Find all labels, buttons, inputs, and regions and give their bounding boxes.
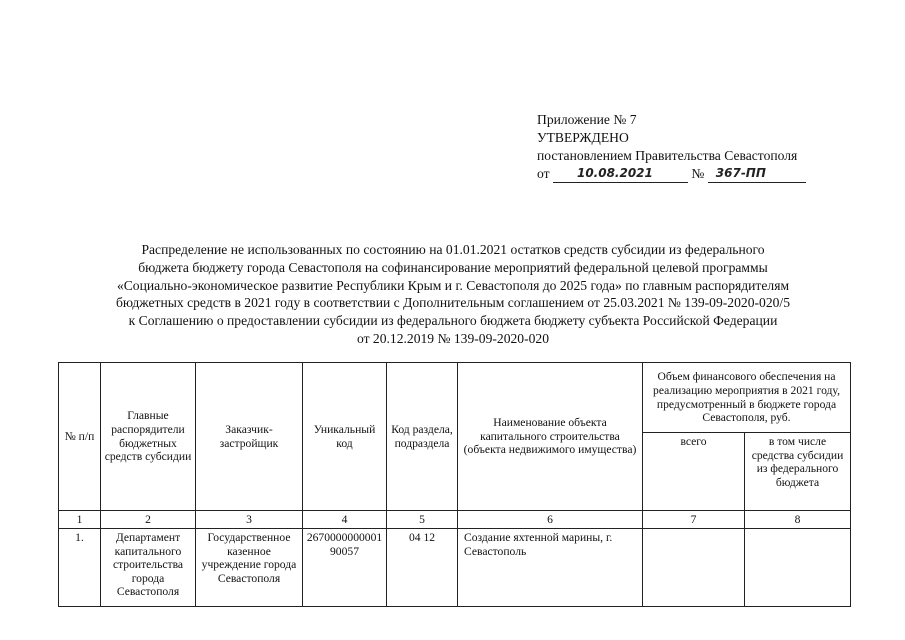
date-number-line xyxy=(537,165,857,183)
from-label: от xyxy=(537,166,550,181)
row-section-code: 04 12 xyxy=(387,529,458,607)
heading-line: Распределение не использованных по состоянию на 01.01.2021 остатков средств субсидии из федерального xyxy=(141,242,765,257)
heading-line: «Социально-экономическое развитие Республики Крым и г. Севастополя до 2025 года» по главным распорядителям xyxy=(116,277,790,293)
heading-line: от 20.12.2019 № 139-09-2020-020 xyxy=(356,330,550,346)
distribution-table xyxy=(58,362,851,607)
row-unique-code: 267000000000190057 xyxy=(303,529,387,607)
column-number: 3 xyxy=(196,511,303,529)
header-total: всего xyxy=(643,433,745,511)
header-object-name: Наименование объекта капитального строительства (объекта недвижимого имущества) xyxy=(458,363,643,511)
header-unique-code: Уникальный код xyxy=(303,363,387,511)
handwritten-date: 10.08.2021 xyxy=(576,166,653,180)
table-row xyxy=(59,529,851,607)
heading-line: к Соглашению о предоставлении субсидии из федерального бюджета бюджету субъекта Российской Федерации xyxy=(128,313,778,329)
heading-line: бюджета бюджету города Севастополя на софинансирование мероприятий федеральной целевой программы xyxy=(138,259,768,275)
row-object-name: Создание яхтенной марины, г. Севастополь xyxy=(458,529,643,607)
row-manager: Департамент капитального строительства города Севастополя xyxy=(101,529,196,607)
header-section-code: Код раздела, подраздела xyxy=(387,363,458,511)
approved-label: УТВЕРЖДЕНО xyxy=(537,130,629,145)
header-num: № п/п xyxy=(59,363,101,511)
column-number: 4 xyxy=(303,511,387,529)
column-number: 7 xyxy=(643,511,745,529)
header-federal: в том числе средства субсидии из федерального бюджета xyxy=(745,433,851,511)
column-number: 5 xyxy=(387,511,458,529)
approval-block xyxy=(537,111,857,183)
handwritten-number: 367-ПП xyxy=(715,166,766,180)
column-number: 8 xyxy=(745,511,851,529)
row-customer: Государственное казенное учреждение города Севастополя xyxy=(196,529,303,607)
resolution-label: постановлением Правительства Севастополя xyxy=(537,148,798,163)
header-customer: Заказчик-застройщик xyxy=(196,363,303,511)
header-managers: Главные распорядители бюджетных средств субсидии xyxy=(101,363,196,511)
date-signature-line xyxy=(553,167,688,183)
row-num: 1. xyxy=(59,529,101,607)
table-header-row xyxy=(59,363,851,433)
column-number: 1 xyxy=(59,511,101,529)
row-federal xyxy=(745,529,851,607)
heading-line: бюджетных средств в 2021 году в соответствии с Дополнительным соглашением от 25.03.2021 № 139-09-2020-020/5 xyxy=(116,295,790,311)
row-total xyxy=(643,529,745,607)
number-signature-line xyxy=(708,167,806,183)
document-heading xyxy=(60,241,846,348)
column-number: 6 xyxy=(458,511,643,529)
column-numbers-row xyxy=(59,511,851,529)
column-number: 2 xyxy=(101,511,196,529)
appendix-number: Приложение № 7 xyxy=(537,112,637,127)
number-label: № xyxy=(691,166,705,181)
header-funding-group: Объем финансового обеспечения на реализацию мероприятия в 2021 году, предусмотренный в бюджете города Севастополя, руб. xyxy=(643,363,851,433)
